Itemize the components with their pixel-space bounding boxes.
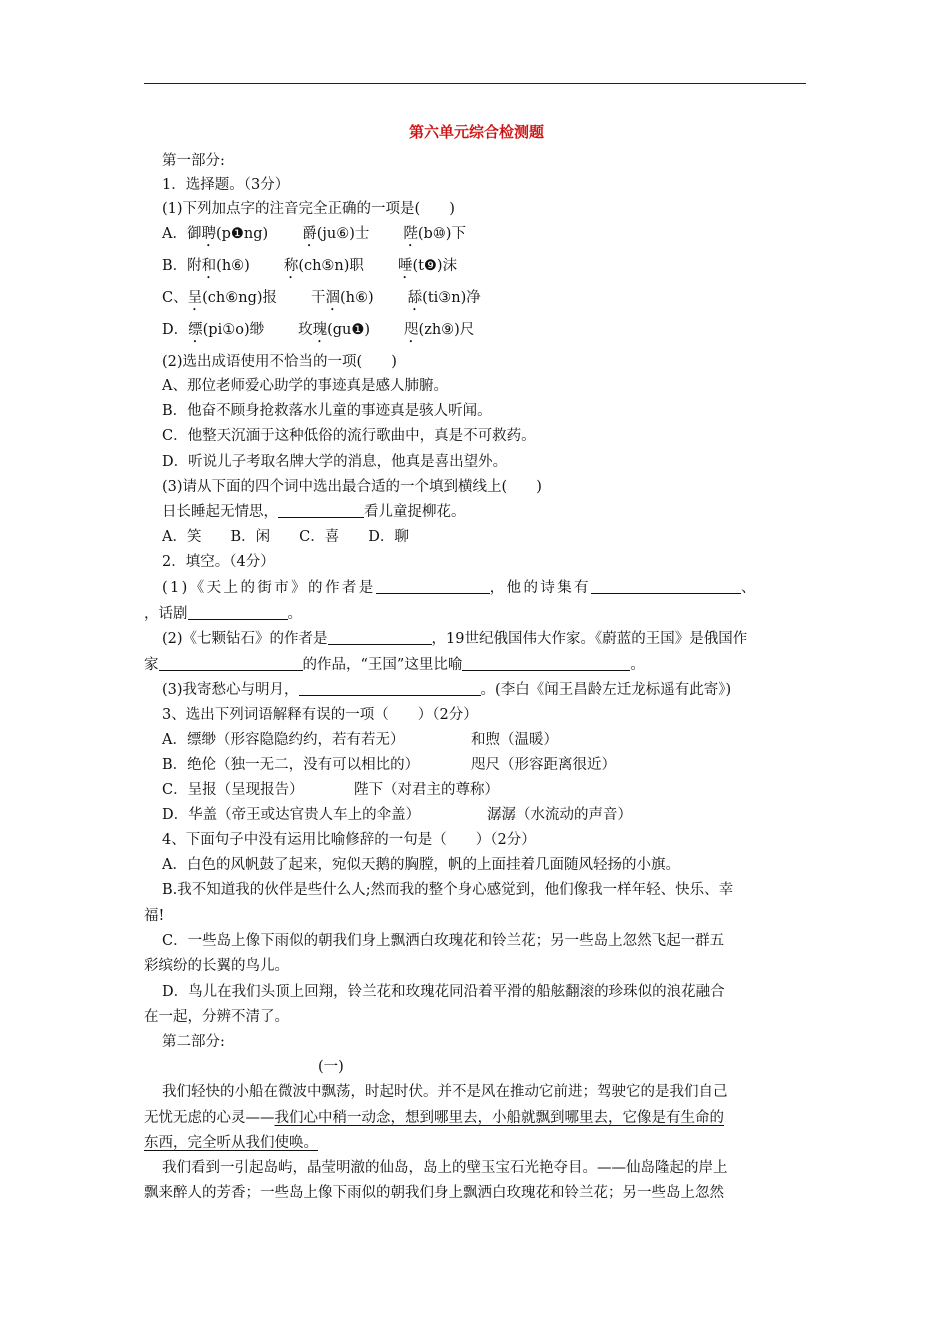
q1-option-a bbox=[162, 224, 466, 250]
q1-sub2-option-a: A、那位老师爱心助学的事迹真是感人肺腑。 bbox=[162, 378, 448, 394]
dotted-char: 涸 bbox=[325, 290, 341, 306]
underlined-sentence: 我们心中稍一动念，想到哪里去，小船就飘到哪里去，它像是有生命的 bbox=[274, 1110, 724, 1126]
q3-option-d-2: 潺潺（水流动的声音） bbox=[487, 807, 632, 823]
answer-blank[interactable] bbox=[328, 630, 432, 645]
q3-option-d: D．华盖（帝王或达官贵人车上的伞盖） bbox=[162, 807, 421, 823]
passage-paragraph-2-line-2: 飘来醉人的芳香；一些岛上像下雨似的朝我们身上飘洒白玫瑰花和铃兰花；另一些岛上忽然 bbox=[144, 1185, 724, 1201]
q4-option-b-cont: 福! bbox=[144, 908, 165, 924]
line-text: 看儿童捉柳花。 bbox=[364, 504, 466, 520]
option-text: 干 bbox=[311, 290, 326, 306]
dotted-char: 称 bbox=[283, 258, 299, 274]
dotted-char: 瑰 bbox=[312, 322, 328, 338]
dotted-char: 呈 bbox=[187, 290, 203, 306]
pinyin: (ju⑥)士 bbox=[316, 226, 370, 242]
q3-option-c-2: 陛下（对君主的尊称） bbox=[354, 782, 499, 798]
pinyin: (p❶ng) bbox=[215, 226, 269, 242]
q1-sub1: (1)下列加点字的注音完全正确的一项是( ) bbox=[162, 201, 455, 217]
line-text: ，话剧 bbox=[144, 606, 188, 622]
passage-paragraph-1-line-1: 我们轻快的小船在微波中飘荡，时起时伏。并不是风在推动它前进；驾驶它的是我们自己 bbox=[162, 1084, 728, 1100]
pinyin: (gu❶) bbox=[327, 322, 371, 338]
line-text: (3)我寄愁心与明月， bbox=[162, 682, 299, 698]
q1-sub2-option-d: D．听说儿子考取名牌大学的消息，他真是喜出望外。 bbox=[162, 454, 508, 470]
q1-heading: 1．选择题。（3分） bbox=[162, 177, 290, 193]
q2-line-2 bbox=[144, 604, 302, 624]
q1-option-b bbox=[162, 256, 457, 282]
part-one-heading: 第一部分: bbox=[162, 153, 225, 169]
q1-sub3: (3)请从下面的四个词中选出最合适的一个填到横线上( ) bbox=[162, 479, 542, 495]
answer-blank[interactable] bbox=[376, 579, 490, 594]
option-text: 玫 bbox=[298, 322, 313, 338]
header-rule bbox=[144, 83, 806, 84]
q4-option-b: B.我不知道我的伙伴是些什么人;然而我的整个身心感觉到，他们像我一样年轻、快乐、幸 bbox=[162, 882, 734, 898]
line-text: ，19世纪俄国伟大作家。《蔚蓝的王国》是俄国作 bbox=[431, 631, 748, 647]
dotted-char: 陛 bbox=[403, 226, 418, 242]
q2-line-3 bbox=[162, 629, 747, 649]
answer-blank[interactable] bbox=[278, 503, 364, 518]
line-text: 。 bbox=[630, 657, 645, 673]
option-label: B． bbox=[162, 258, 188, 274]
pinyin: (ti③n)净 bbox=[422, 290, 481, 306]
line-text: 。(李白《闻王昌龄左迁龙标遥有此寄》) bbox=[480, 682, 732, 698]
line-text: 的作品，“王国”这里比喻 bbox=[302, 657, 463, 673]
underlined-sentence: 东西，完全听从我们使唤。 bbox=[144, 1135, 318, 1151]
pinyin: (h⑥) bbox=[340, 290, 374, 306]
q2-line-1 bbox=[162, 578, 756, 598]
passage-paragraph-1-line-3 bbox=[144, 1133, 318, 1153]
answer-blank[interactable] bbox=[591, 579, 741, 594]
line-text: 家 bbox=[144, 657, 159, 673]
q3-heading: 3、选出下列词语解释有误的一项（ ）（2分） bbox=[162, 707, 478, 723]
q4-heading: 4、下面句子中没有运用比喻修辞的一句是（ ）（2分） bbox=[162, 832, 536, 848]
pinyin: (ch⑥ng)报 bbox=[202, 290, 278, 306]
part-two-heading: 第二部分: bbox=[162, 1034, 225, 1050]
pinyin: (pi①o)缈 bbox=[202, 322, 265, 338]
option-label: C、 bbox=[162, 290, 188, 306]
option-text: 御 bbox=[186, 226, 202, 242]
line-text: 日长睡起无情思， bbox=[162, 504, 278, 520]
page-title: 第六单元综合检测题 bbox=[409, 123, 545, 141]
dotted-char: 和 bbox=[201, 258, 217, 274]
q3-option-c: C．呈报（呈现报告） bbox=[162, 782, 304, 798]
q4-option-d: D．鸟儿在我们头顶上回翔，铃兰花和玫瑰花同沿着平滑的船舷翻滚的珍珠似的浪花融合 bbox=[162, 984, 725, 1000]
dotted-char: 舔 bbox=[407, 290, 423, 306]
q4-option-c: C．一些岛上像下雨似的朝我们身上飘洒白玫瑰花和铃兰花；另一些岛上忽然飞起一群五 bbox=[162, 933, 725, 949]
line-text: 无忧无虑的心灵—— bbox=[144, 1110, 275, 1126]
pinyin: (h⑥) bbox=[216, 258, 250, 274]
q1-sub2-option-b: B．他奋不顾身抢救落水儿童的事迹真是骇人听闻。 bbox=[162, 403, 492, 419]
dotted-char: 聘 bbox=[201, 226, 216, 242]
answer-blank[interactable] bbox=[159, 656, 303, 671]
dotted-char: 缥 bbox=[188, 322, 203, 338]
q4-option-d-cont: 在一起，分辨不清了。 bbox=[144, 1009, 289, 1025]
passage-paragraph-1-line-2 bbox=[144, 1108, 724, 1128]
q1-sub2: (2)选出成语使用不恰当的一项( ) bbox=[162, 354, 397, 370]
answer-blank[interactable] bbox=[188, 605, 288, 620]
q1-sub3-line bbox=[162, 502, 466, 522]
pinyin: (ch⑤n)职 bbox=[298, 258, 364, 274]
q4-option-a: A．白色的风帆鼓了起来，宛似天鹅的胸膛，帆的上面挂着几面随风轻扬的小旗。 bbox=[162, 857, 680, 873]
option-label: D． bbox=[162, 322, 189, 338]
passage-paragraph-2-line-1: 我们看到一引起岛屿，晶莹明澈的仙岛，岛上的壁玉宝石光艳夺目。——仙岛隆起的岸上 bbox=[162, 1160, 728, 1176]
pinyin: (zh⑨)尺 bbox=[418, 322, 475, 338]
q3-option-b-2: 咫尺（形容距离很近） bbox=[471, 757, 616, 773]
q1-option-d bbox=[162, 320, 474, 346]
dotted-char: 咫 bbox=[404, 322, 419, 338]
q1-sub3-options: A．笑 B．闲 C．喜 D．聊 bbox=[162, 529, 409, 545]
q4-option-c-cont: 彩缤纷的长翼的鸟儿。 bbox=[144, 958, 289, 974]
line-text: 。 bbox=[287, 606, 302, 622]
q3-option-b: B．绝伦（独一无二，没有可以相比的） bbox=[162, 757, 420, 773]
dotted-char: 唾 bbox=[397, 258, 413, 274]
q2-line-5 bbox=[162, 680, 731, 700]
dotted-char: 爵 bbox=[302, 226, 317, 242]
pinyin: (t❾)沫 bbox=[412, 258, 458, 274]
answer-blank[interactable] bbox=[299, 681, 481, 696]
q2-heading: 2．填空。（4分） bbox=[162, 554, 275, 570]
q3-option-a-2: 和煦（温暖） bbox=[471, 732, 558, 748]
section-one-heading: (一) bbox=[318, 1059, 344, 1075]
answer-blank[interactable] bbox=[462, 656, 630, 671]
pinyin: (b⑩)下 bbox=[417, 226, 466, 242]
q2-line-4 bbox=[144, 655, 645, 675]
line-text: ，他的诗集有 bbox=[489, 580, 592, 596]
line-text: (1)《天上的街市》的作者是 bbox=[162, 580, 376, 596]
q3-option-a: A．缥缈（形容隐隐约约，若有若无） bbox=[162, 732, 405, 748]
line-text: (2)《七颗钻石》的作者是 bbox=[162, 631, 328, 647]
option-text: 附 bbox=[187, 258, 202, 274]
q1-option-c bbox=[162, 288, 481, 314]
option-label: A． bbox=[162, 226, 187, 242]
q1-sub2-option-c: C．他整天沉湎于这种低俗的流行歌曲中，真是不可救药。 bbox=[162, 428, 536, 444]
line-text: 、 bbox=[741, 580, 756, 596]
